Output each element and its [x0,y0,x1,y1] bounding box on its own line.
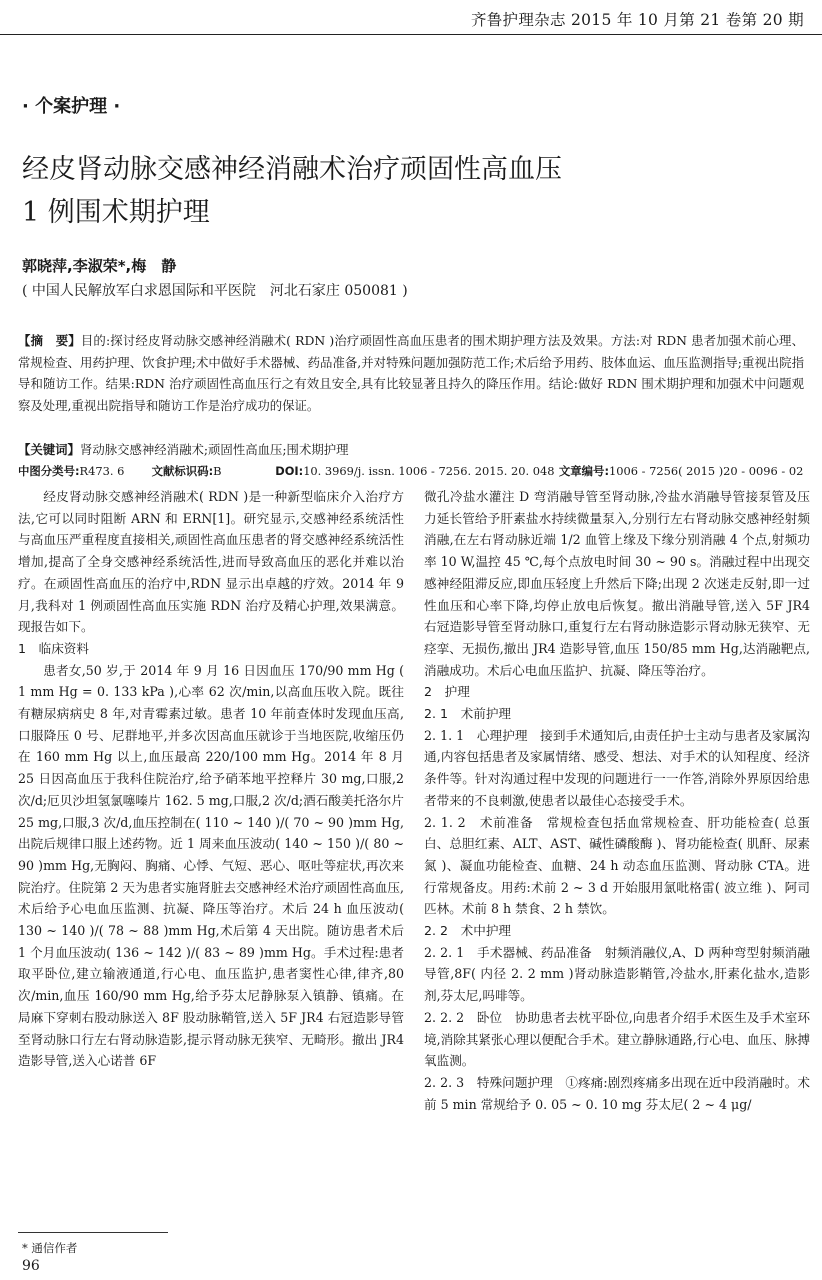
clc-value: R473. 6 [79,464,125,478]
keywords-label: 【关键词】 [18,442,80,457]
doc-code-label: 文献标识码: [151,464,214,478]
abstract [18,330,804,416]
doc-code-value: B [213,464,222,478]
body-paragraph: 2. 1. 1 心理护理 接到手术通知后,由责任护士主动与患者及家属沟通,内容包括患者及家属情绪、感受、想法、对手术的认知程度、经济条件等。针对沟通过程中发现的问题进行一一作答,消除外界原因给患者带来的不良刺激,使患者以最佳心态接受手术。 [424,727,810,808]
affiliation: ( 中国人民解放军白求恩国际和平医院 河北石家庄 050081 ) [22,283,408,299]
subsection-heading: 2. 2 术中护理 [424,923,512,939]
left-column [18,486,404,1072]
authors: 郭晓萍,李淑荣*,梅 静 [22,257,177,275]
header-rule [0,34,822,35]
column-tag: · 个案护理 · [22,96,121,117]
meta-line [18,463,804,479]
article-title [22,148,802,234]
footnote-rule [18,1232,168,1233]
footnote: * 通信作者 [22,1241,78,1255]
subsection-heading: 2. 1 术前护理 [424,706,512,722]
right-column [424,486,810,1115]
title-line-1: 经皮肾动脉交感神经消融术治疗顽固性高血压 [22,154,562,185]
body-paragraph: 2. 2. 3 特殊问题护理 ①疼痛:剧烈疼痛多出现在近中段消融时。术前 5 min 常规给予 0. 05 ~ 0. 10 mg 芬太尼( 2 ~ 4 μg/ [424,1074,810,1112]
journal-header: 齐鲁护理杂志 2015 年 10 月第 21 卷第 20 期 [470,11,804,29]
clc-label: 中图分类号: [18,464,80,478]
title-line-2: 1 例围术期护理 [22,197,210,228]
page-number: 96 [22,1258,40,1274]
body-paragraph: 2. 2. 1 手术器械、药品准备 射频消融仪,A、D 两种弯型射频消融导管,8F( 内径 2. 2 mm )肾动脉造影鞘管,冷盐水,肝素化盐水,造影剂,芬太尼,吗啡等。 [424,944,810,1004]
article-no-value: 1006 - 7256( 2015 )20 - 0096 - 02 [609,464,804,478]
intro-paragraph: 经皮肾动脉交感神经消融术( RDN )是一种新型临床介入治疗方法,它可以同时阻断 ARN 和 ERN[1]。研究显示,交感神经系统活性与高血压严重程度直接相关,顽固性高血压患者的肾交感神经系统活性增加,提高了全身交感神经系统活性,进而导致高血压的恶化并难以治疗。在顽固性高血压的治疗中,RDN 显示出卓越的疗效。2014 年 9 月,我科对 1 例顽固性高血压实施 RDN 治疗及精心护理,效果满意。现报告如下。 [18,489,404,635]
doi-value: 10. 3969/j. issn. 1006 - 7256. 2015. 20. 048 [303,464,555,478]
article-no-label: 文章编号: [558,464,609,478]
keywords [18,440,804,458]
keywords-text: 肾动脉交感神经消融术;顽固性高血压;围术期护理 [79,442,349,457]
doi-label: DOI: [275,464,304,478]
section-heading: 2 护理 [424,684,470,700]
case-paragraph: 患者女,50 岁,于 2014 年 9 月 16 日因血压 170/90 mm Hg ( 1 mm Hg = 0. 133 kPa ),心率 62 次/min,以高血压收入院。既往有糖尿病病史 8 年,对青霉素过敏。患者 10 年前查体时发现血压高,口服降压 0 号、尼群地平,并多次因高血压就诊于当地医院,收缩压仍在 160 mm Hg 以上,血压最高 220/100 mm Hg。2014 年 8 月 25 日因高血压于我科住院治疗,给予硝苯地平控释片 30 mg,口服,2 次/d;厄贝沙坦氢氯噻嗪片 162. 5 mg,口服,2 次/d;酒石酸美托洛尔片 25 mg,口服,3 次/d,血压控制在( 110 ~ 140 )/( 70 ~ 90 )mm Hg,出院后规律口服上述药物。近 1 周来血压波动( 140 ~ 150 )/( 80 ~ 90 )mm Hg,无胸闷、胸痛、心悸、气短、恶心、呕吐等症状,再次来院治疗。住院第 2 天为患者实施肾脏去交感神经术治疗顽固性高血压,术后给予心电血压监测、抗凝、降压等治疗。术后 24 h 血压波动( 130 ~ 140 )/( 78 ~ 88 )mm Hg,术后第 4 天出院。随访患者术后 1 个月血压波动( 136 ~ 142 )/( 83 ~ 89 )mm Hg。手术过程:患者取平卧位,建立输液通道,行心电、血压监护,患者窦性心律,律齐,80 次/min,血压 160/90 mm Hg,给予芬太尼静脉泵入镇静、镇痛。在局麻下穿刺右股动脉送入 8F 股动脉鞘管,送入 5F JR4 右冠造影导管至肾动脉口行左右肾动脉造影,提示肾动脉无狭窄、无畸形。撤出 JR4 造影导管,送入心诺普 6F [18,662,404,1069]
body-paragraph: 2. 1. 2 术前准备 常规检查包括血常规检查、肝功能检查( 总蛋白、总胆红素、ALT、AST、碱性磷酸酶 )、肾功能检查( 肌酐、尿素氮 )、凝血功能检查、血糖、24 h 动态血压监测、肾动脉 CTA。进行常规备皮。用药:术前 2 ~ 3 d 开始服用氯吡格雷( 波立维 )、阿司匹林。术前 8 h 禁食、2 h 禁饮。 [424,814,810,917]
procedure-paragraph: 微孔冷盐水灌注 D 弯消融导管至肾动脉,冷盐水消融导管接泵管及压力延长管给予肝素盐水持续微量泵入,分别行左右肾动脉交感神经射频消融,在左右肾动脉近端 1/2 血管上缘及下缘分别消融 4 个点,射频功率 10 W,温控 45 ℃,每个点放电时间 30 ~ 90 s。消融过程中出现交感神经阻滞反应,即血压轻度上升然后下降;出现 2 次迷走反射,即一过性血压和心率下降,均停止放电后恢复。撤出消融导管,送入 5F JR4 右冠造影导管至肾动脉口,重复行左右肾动脉造影示肾动脉无狭窄、无痉挛、无损伤,撤出 JR4 造影导管,血压 150/85 mm Hg,达消融靶点,消融成功。术后心电血压监护、抗凝、降压等治疗。 [424,489,810,678]
abstract-text: 目的:探讨经皮肾动脉交感神经消融术( RDN )治疗顽固性高血压患者的围术期护理方法及效果。方法:对 RDN 患者加强术前心理、常规检查、用药护理、饮食护理;术中做好手术器械、药品准备,并对特殊问题加强防范工作;术后给予用药、肢体血运、血压监测指导;重视出院指导和随访工作。结果:RDN 治疗顽固性高血压行之有效且安全,具有比较显著且持久的降压作用。结论:做好 RDN 围术期护理和加强术中问题观察及处理,重视出院指导和随访工作是治疗成功的保证。 [18,333,805,413]
section-heading: 1 临床资料 [18,640,89,656]
abstract-label: 【摘 要】 [18,333,81,348]
body-paragraph: 2. 2. 2 卧位 协助患者去枕平卧位,向患者介绍手术医生及手术室环境,消除其紧张心理以便配合手术。建立静脉通路,行心电、血压、脉搏氧监测。 [424,1009,810,1069]
